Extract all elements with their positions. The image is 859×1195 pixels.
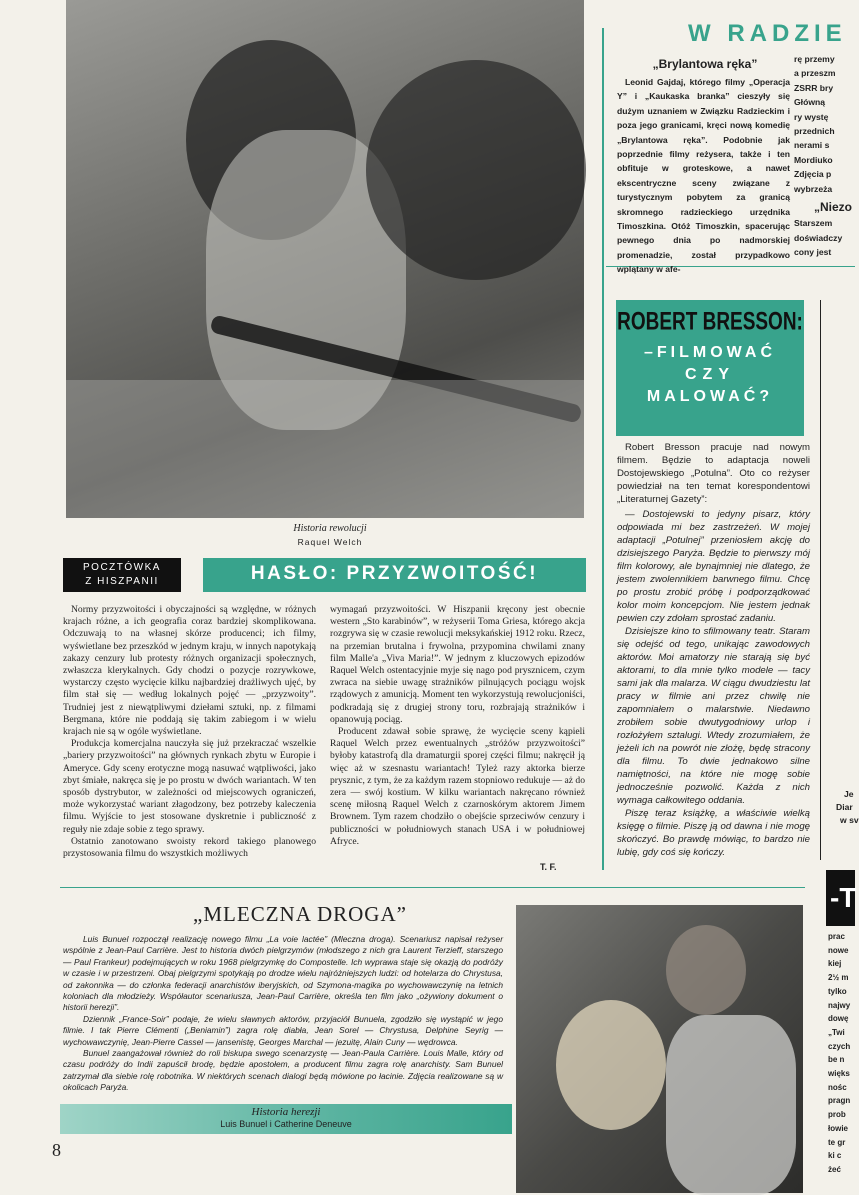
radzie-right-fragment [794, 52, 855, 260]
right-edge-line: prob [828, 1110, 846, 1120]
bresson-title-box [616, 300, 804, 436]
photo-bunuel-deneuve [516, 905, 803, 1193]
right-edge-line: 2½ m [828, 973, 849, 983]
right-edge-line: be n [828, 1055, 845, 1065]
radzie-right-line: ZSRR bry [794, 82, 834, 93]
right-edge-line: czych [828, 1041, 851, 1051]
mleczna-text [63, 934, 503, 1094]
right-edge-line: nowe [828, 945, 849, 955]
right-edge-line: łowie [828, 1123, 849, 1133]
mleczna-text-p3: Bunuel zaangażował również do roli biskupa swego scenarzystę — Jean-Paula Carrière. Louis Malle, który od czasu podróży do Indii zapuścił brodę, będzie apostołem, a producent filmu zagra rolę anarchisty. Sam Bunuel zatrzymał dla siebie rolę robotnika. W niektórych scenach dialogi będą mówione po łacinie. Zdjęcia realizowane są w okolicach Paryża. [63, 1048, 503, 1093]
radzie-right-line: rę przemy [794, 54, 835, 64]
mleczna-text-p2: Dziennik „France-Soir” podaje, że wielu sławnych aktorów, przyjaciół Bunuela, zgodziło się wystąpić w jego filmie. I tak Pierre Clémenti („Beniamin”) zagra rolę diabła, Jean Sorel — Chrystusa, Delphine Seyrig — wychowawczynię, Jean-Pierre Cassel — jansenistę, Georges Marchal — jezuitę, Alain Cuny — wędrowca. [63, 1013, 503, 1047]
article1-col1-p3: Ostatnio zanotowano swoisty rekord takiego planowego przystosowania filmu do wszystkich możliwych [63, 835, 316, 860]
article1-col1 [63, 604, 316, 860]
radzie-right-line: cony jest [794, 247, 832, 258]
right-edge-line: ki c [828, 1151, 842, 1161]
radzie-right-line: a przeszm [794, 68, 836, 79]
postcard-label-line2: Z HISZPANII [85, 576, 159, 587]
bresson-quote-p1: — Dostojewski to jedyny pisarz, który odpowiada mi bez zastrzeżeń. W mojej adaptacji „Potulnej” przeniosłem akcję do dzisiejszego Paryża. Będzie to pierwszy mój film kolorowy, ale bynajmniej nie dlatego, że jestem zwolennikiem barwnego filmu. Chcę po prostu zrobić próbę i podporządkować kolor moim koncepcjom. Nie jestem jednak pewien czy zdołam sprostać zadaniu. [617, 509, 810, 624]
right-edge-fragment-1 [824, 788, 859, 827]
bresson-quote-p2: Dzisiejsze kino to sfilmowany teatr. Staram się odejść od tego, unikając zawodowych aktorów. Moi amatorzy nie starają się być aktorami, to dla mnie tylko modele — tacy sami jak dla malarza. W ciągu dwudziestu lat pracy w filmie ani przez chwilę nie zapomniałem o malarstwie. Niedawno zrobiłem sobie dwutygodniowy urlop i rozłożyłem sztalugi. Wtedy zrozumiałem, że jeżeli ich na powrót nie złożę, będę stracony dla filmu. To dwie jednakowo silne namiętności, na które nie mogę sobie jednocześnie pozwolić. Każda z nich wymaga całkowitego oddania. [617, 626, 810, 806]
article1-signature: T. F. [540, 862, 557, 872]
right-edge-line: żeć [828, 1164, 841, 1174]
right-edge-line: Je [844, 789, 854, 799]
postcard-headline-text: HASŁO: PRZYZWOITOŚĆ! [250, 563, 539, 584]
photo1-caption-title: Historia rewolucji [293, 523, 367, 534]
radzie-right-subhead: „Niezo [814, 200, 853, 215]
divider-vertical-right [602, 28, 604, 870]
right-edge-line: dowę [828, 1014, 849, 1024]
right-edge-line: nośc [828, 1082, 847, 1092]
right-edge-line: więks [828, 1069, 850, 1079]
mleczna-title: „MLECZNA DROGA” [193, 902, 407, 926]
bresson-title-line4: MALOWAĆ? [646, 388, 774, 405]
mleczna-caption-box [60, 1104, 512, 1134]
right-edge-line: prac [828, 932, 845, 941]
right-edge-line: Diar [836, 802, 853, 812]
bresson-title-line1: ROBERT BRESSON: [617, 308, 803, 336]
right-edge-line: kiej [828, 959, 842, 969]
bresson-title-line3: CZY [685, 366, 735, 383]
right-edge-fragment-2 [828, 930, 855, 1177]
radzie-right-line: Starszem [794, 218, 833, 229]
mleczna-caption-names: Luis Bunuel i Catherine Deneuve [220, 1119, 352, 1129]
article1-col2-p1: wymagań przyzwoitości. W Hiszpanii kręcony jest obecnie western „Sto karabinów”, w reżyserii Toma Griesa, którego akcja rozgrywa się w czasie rewolucji meksykańskiej 1912 roku. Rzecz, na przemian brutalna i frywolna, przypomina chwilami znany film Malle'a „Viva Maria!”. W jednym z kluczowych epizodów Raquel Welch ostentacyjnie myje się nago pod prysznicem, czym zwraca na siebie uwagę strażników pilnujących pociągu wojsk rządowych z amunicją. Moment ten wykorzystują rewolucjoniści, podkradają się z drugiej strony toru, rozbrajają strażników i opanowują pociąg. [330, 604, 585, 725]
right-edge-line: tylko [828, 986, 847, 996]
radzie-subhead: „Brylantowa ręka” [652, 57, 758, 71]
article1-col2 [330, 604, 585, 848]
right-edge-line: najwy [828, 1000, 851, 1010]
radzie-right-line: Główną [794, 97, 826, 108]
right-edge-line: pragn [828, 1096, 851, 1106]
radzie-text: Leonid Gajdaj, którego filmy „Operacja Y” i „Kaukaska branka” cieszyły się dużym uznaniem w Związku Radzieckim i poza jego granicami, kręci nową komedię „Brylantowa ręka”. Podobnie jak poprzednie filmy reżysera, także i ten obfituje w groteskowe, a nawet ekscentryczne sceny związane z turystycznym pobytem za granicą skromnego radzieckiego urzędnika Timoszkina. Otóż Timoszkin, spacerując pewnego dnia po nadmorskiej promenadzie, został przypadkowo wplątany w afe- [617, 77, 790, 275]
article1-col2-p2: Producent zdawał sobie sprawę, że wycięcie sceny kąpieli Raquel Welch przez ewentualnych „stróżów przyzwoitości” byłoby katastrofą dla dramaturgii sporej części filmu; nakręcił ją więc aż w szesnastu wariantach! Tyleż razy aktorka bierze prysznic, z tym, że za każdym razem stopniowo redukuje — aż do zera — swój kostium. W kilku wariantach nakręcano również scenę miłosną Raquel Welch z czarnoskórym aktorem Jimem Brownem. Tym razem chodziło o obejście sprzeciwów cenzury i publiczności w południowych stanach USA i w południowej Afryce. [330, 726, 585, 847]
radzie-right-line: nerami s [794, 140, 830, 151]
article1-col1-p2: Produkcja komercjalna nauczyła się już przekraczać wszelkie „bariery przyzwoitości” na głównych rynkach zbytu w Europie i Ameryce. Gdy sceny erotyczne mogą nasuwać wątpliwości, jako zbyt śmiałe, nakręca się je po prostu w dwóch wariantach. W ten sposób dystrybutor, w zależności od miejscowych ograniczeń, może wykorzystać wariant złagodzony, bez potrzeby kaleczenia filmu. Wyjście to jest stosowane dyskretnie i publiczność z reguły nie zdaje sobie z tego sprawy. [63, 738, 316, 835]
radzie-header: W RADZIE [688, 20, 847, 47]
postcard-label [63, 558, 181, 592]
right-edge-line: w sv [840, 815, 859, 825]
bresson-quote [617, 508, 810, 859]
radzie-right-line: Mordiuko [794, 154, 833, 165]
divider-vertical-edge [820, 300, 821, 860]
right-edge-line: te gr [828, 1137, 846, 1147]
radzie-right-line: doświadczy [794, 232, 843, 243]
radzie-right-line: wybrzeża [794, 183, 833, 194]
mleczna-text-p1: Luis Bunuel rozpoczął realizację nowego filmu „La voie lactée” (Mleczna droga). Scenariusz napisał reżyser wspólnie z Jean-Paul Carrière. Jest to historia dwóch pielgrzymów (młodszego z nich gra Laurent Terzieff, starszego — Paul Frankeur) podejmujących w roku 1968 pielgrzymkę do Compostelle. Ich wyprawa staje się okazją do podróży w czasie i w przestrzeni. Obaj pielgrzymi spotykają po drodze wielu najróżniejszych ludzi: od hotelarza do Chrystusa, od zakonnika — do członka federacji anarchistów iberyjskich, od Szymona-magika po wychowawczynię na letnich koloniach dla młodzieży. Współautor scenariusza, Jean-Paul Carrière, określa ten film jako „ożywiony dokument o historii herezji”. [63, 934, 503, 1013]
photo1-caption-name: Raquel Welch [297, 537, 363, 547]
postcard-label-line1: POCZTÓWKA [83, 562, 161, 573]
bresson-intro: Robert Bresson pracuje nad nowym filmem. Będzie to adaptacja noweli Dostojewskiego „Potulna”. Oto co reżyser powiedział na ten temat korespondentowi „Literaturnej Gazety”: [617, 442, 810, 505]
radzie-right-line: ry wystę [794, 111, 829, 122]
radzie-right-line: przednich [794, 126, 835, 137]
right-edge-mark: -T [826, 870, 855, 926]
radzie-right-line: Zdjęcia p [794, 169, 832, 180]
bresson-quote-p3: Piszę teraz książkę, a właściwie wielką księgę o filmie. Piszę ją od dawna i nie mogę skończyć. Bo prawdę mówiąc, to bardzo nie lubię, gdy coś się kończy. [617, 808, 810, 858]
right-edge-line: „Twi [828, 1027, 845, 1037]
photo-raquel-welch [66, 0, 584, 518]
mleczna-caption-title: Historia herezji [251, 1106, 321, 1118]
article1-col1-p1: Normy przyzwoitości i obyczajności są względne, w różnych krajach różne, a ich geografia coraz bardziej skomplikowana. Odczuwają to na własnej skórze producenci; ich filmy, wyświetlane bez przeszkód w jednym kraju, w innych napotykają zakazy cenzury lub protesty różnych organizacji społecznych, zwłaszcza klerykalnych. Gdy chodzi o pozycje rozrywkowe, wystarczy często wycięcie kilku najbardziej drażliwych ujęć, by film stał się — według lokalnych pojęć — „przyzwoity”. Trudniej jest z niewątpliwymi dziełami sztuki, np. z filmami Bergmana, które nie poddają się takim zabiegom i w wielu krajach nie są w ogóle wyświetlane. [63, 604, 316, 738]
page-number: 8 [52, 1140, 61, 1160]
divider-under-article1 [60, 887, 805, 888]
bresson-title-line2: –FILMOWAĆ [644, 344, 776, 361]
